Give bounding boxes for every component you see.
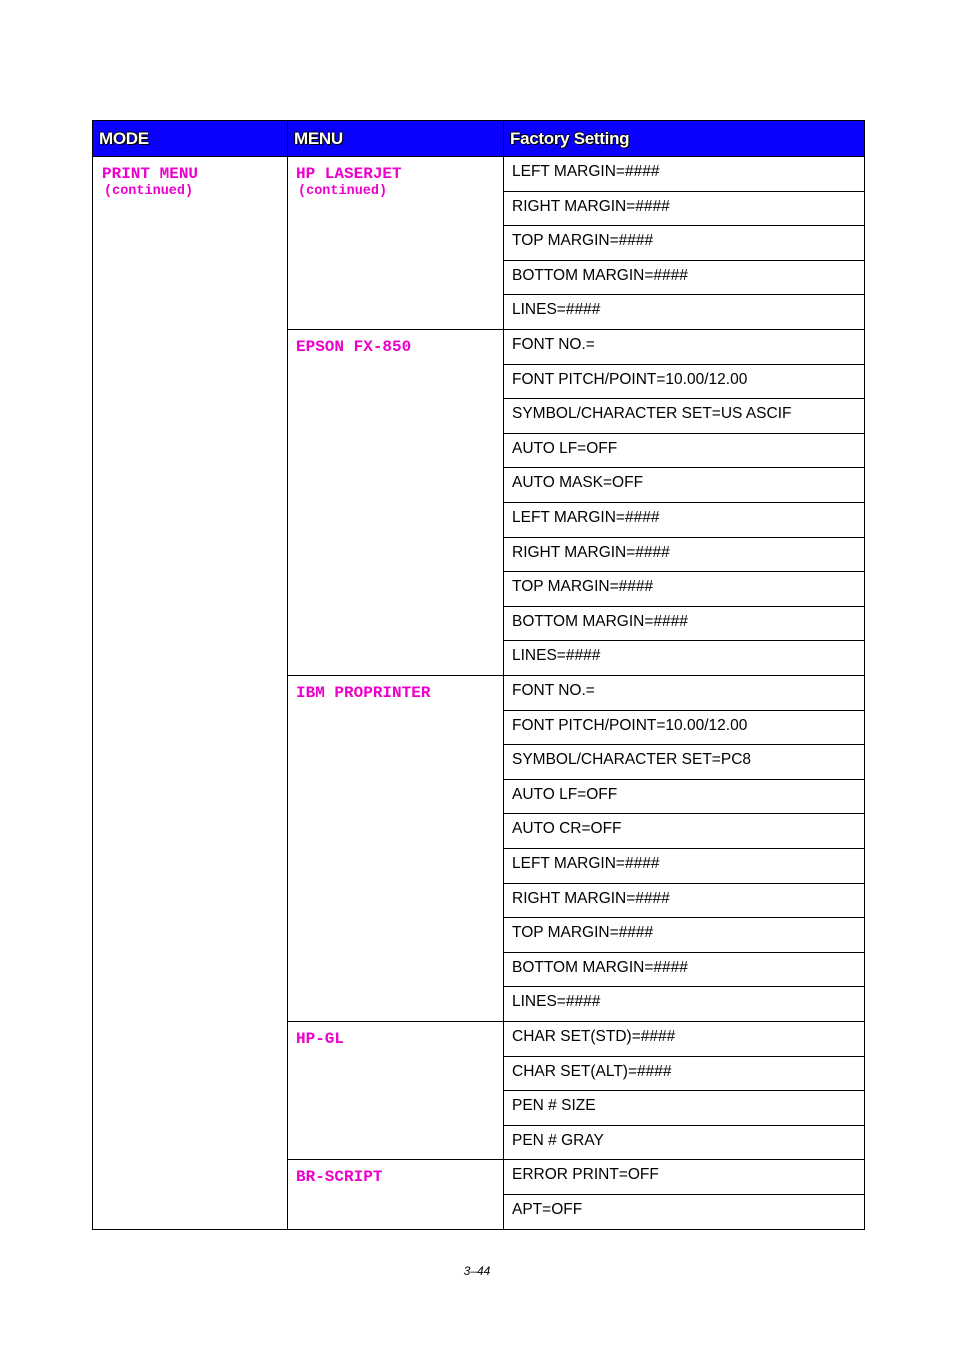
factory-setting-item: LINES=#### <box>512 647 601 665</box>
row-divider <box>503 744 864 745</box>
row-divider <box>503 294 864 295</box>
factory-setting-item: RIGHT MARGIN=#### <box>512 889 670 907</box>
row-divider <box>503 640 864 641</box>
factory-setting-item: AUTO LF=OFF <box>512 785 618 803</box>
row-divider <box>503 952 864 953</box>
row-divider <box>503 398 864 399</box>
row-divider <box>503 813 864 814</box>
factory-setting-item: ERROR PRINT=OFF <box>512 1166 659 1184</box>
factory-setting-item: BOTTOM MARGIN=#### <box>512 266 688 284</box>
factory-setting-item: TOP MARGIN=#### <box>512 578 654 596</box>
row-divider <box>503 710 864 711</box>
factory-setting-item: BOTTOM MARGIN=#### <box>512 612 688 630</box>
factory-setting-item: RIGHT MARGIN=#### <box>512 197 670 215</box>
row-divider <box>503 537 864 538</box>
menu-group-title: IBM PROPRINTER <box>296 684 431 702</box>
factory-setting-item: RIGHT MARGIN=#### <box>512 543 670 561</box>
factory-setting-item: SYMBOL/CHARACTER SET=US ASCIF <box>512 405 792 423</box>
header-divider <box>93 156 864 157</box>
row-divider <box>503 433 864 434</box>
factory-setting-item: FONT PITCH/POINT=10.00/12.00 <box>512 370 748 388</box>
row-divider <box>503 502 864 503</box>
factory-setting-item: PEN # GRAY <box>512 1131 604 1149</box>
row-divider <box>503 848 864 849</box>
row-divider <box>503 1125 864 1126</box>
factory-setting-item: SYMBOL/CHARACTER SET=PC8 <box>512 751 752 769</box>
factory-setting-item: BOTTOM MARGIN=#### <box>512 958 688 976</box>
factory-setting-item: CHAR SET(STD)=#### <box>512 1028 676 1045</box>
factory-setting-item: AUTO LF=OFF <box>512 439 618 457</box>
factory-setting-item: LEFT MARGIN=#### <box>512 855 660 872</box>
row-divider <box>503 917 864 918</box>
menu-column-divider <box>503 156 504 1229</box>
row-divider <box>503 571 864 572</box>
mode-title: PRINT MENU <box>102 165 199 183</box>
group-divider <box>287 1159 864 1160</box>
factory-setting-item: LINES=#### <box>512 993 601 1011</box>
header-menu: MENU <box>288 121 504 156</box>
row-divider <box>503 191 864 192</box>
factory-setting-item: LINES=#### <box>512 301 601 319</box>
factory-setting-item: LEFT MARGIN=#### <box>512 163 660 180</box>
row-divider <box>503 986 864 987</box>
menu-group-subtitle: (continued) <box>298 184 388 199</box>
factory-setting-item: AUTO MASK=OFF <box>512 474 644 492</box>
group-divider <box>287 675 864 676</box>
factory-setting-item: TOP MARGIN=#### <box>512 232 654 250</box>
row-divider <box>503 883 864 884</box>
factory-setting-item: AUTO CR=OFF <box>512 820 622 838</box>
factory-setting-item: TOP MARGIN=#### <box>512 924 654 942</box>
group-divider <box>287 1021 864 1022</box>
header-factory-setting: Factory Setting <box>504 121 864 156</box>
page-number: 3–44 <box>463 1264 491 1278</box>
row-divider <box>503 606 864 607</box>
mode-column-divider <box>287 156 288 1229</box>
settings-table <box>92 120 865 1230</box>
menu-group-title: HP LASERJET <box>296 165 402 183</box>
menu-group-title: EPSON FX-850 <box>296 338 412 356</box>
mode-subtitle: (continued) <box>104 184 194 199</box>
group-divider <box>287 329 864 330</box>
menu-group-title: HP-GL <box>296 1030 345 1048</box>
menu-group-title: BR-SCRIPT <box>296 1168 383 1187</box>
row-divider <box>503 260 864 261</box>
row-divider <box>503 467 864 468</box>
row-divider <box>503 364 864 365</box>
row-divider <box>503 225 864 226</box>
row-divider <box>503 1090 864 1091</box>
header-mode: MODE <box>93 121 288 156</box>
factory-setting-item: PEN # SIZE <box>512 1097 596 1115</box>
factory-setting-item: FONT NO.= <box>512 682 595 699</box>
factory-setting-item: CHAR SET(ALT)=#### <box>512 1062 672 1080</box>
row-divider <box>503 1194 864 1195</box>
factory-setting-item: LEFT MARGIN=#### <box>512 509 660 526</box>
factory-setting-item: APT=OFF <box>512 1201 583 1218</box>
factory-setting-item: FONT PITCH/POINT=10.00/12.00 <box>512 716 748 734</box>
factory-setting-item: FONT NO.= <box>512 336 595 353</box>
row-divider <box>503 1056 864 1057</box>
row-divider <box>503 779 864 780</box>
